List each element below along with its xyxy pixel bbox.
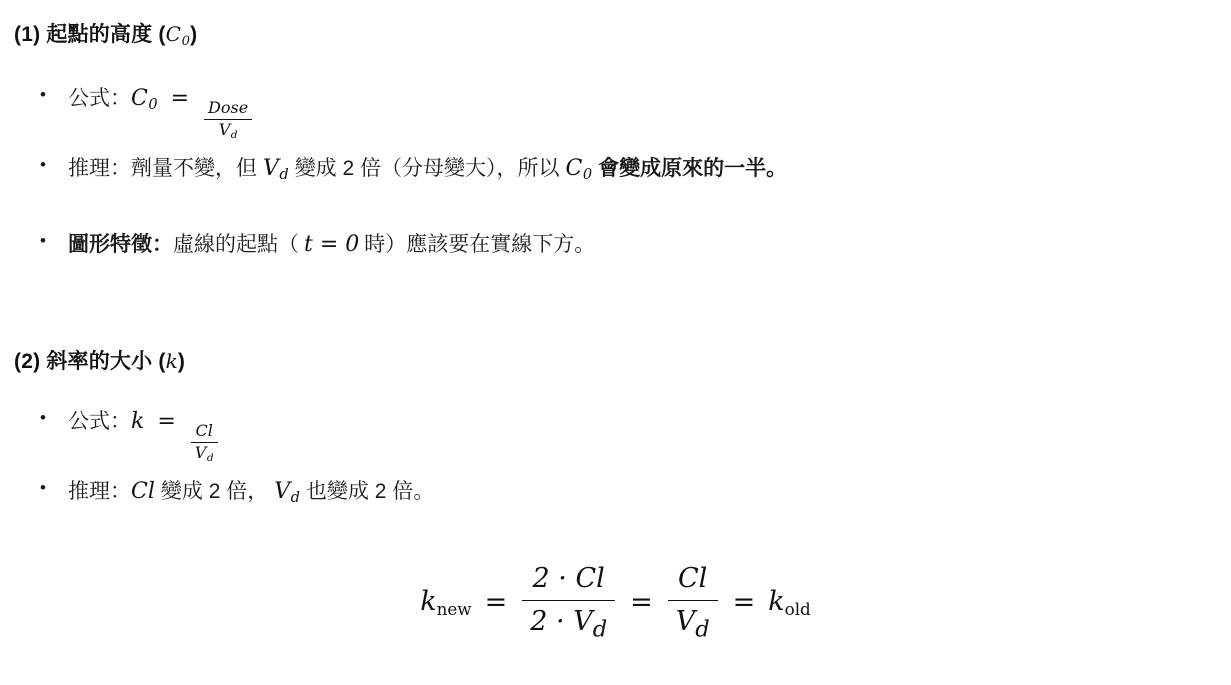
reasoning-text-a: 劑量不變，但 [131,157,257,180]
section-1-heading-paren-close: ) [190,23,198,46]
section-2-heading-prefix: (2) [14,350,41,373]
fraction-denominator: $2 \cdot V_d$ [530,605,608,643]
fraction-denominator: $V_d$ [218,120,238,142]
equals-sign: = [170,86,190,111]
fraction-numerator: Cl [678,563,708,594]
list-item [14,405,220,465]
list-item-body [68,152,787,187]
reasoning-text-b: 變成 2 倍（分母變大），所以 [294,157,560,180]
list-item-lead: 公式： [68,87,131,110]
fraction-dose-vd [204,99,252,141]
fraction-cl-vd [191,422,218,464]
list-item-body [68,228,595,261]
section-2-heading [14,345,185,375]
symbol-vd: $V_d$ [274,479,300,507]
equals-sign-1: = [484,587,508,619]
section-1-heading-prefix: (1) [14,23,41,46]
equals-sign-3: = [732,587,756,619]
fraction-numerator: Cl [195,421,213,441]
section-2-heading-symbol: k [165,349,178,373]
fraction-numerator: Dose [208,98,249,118]
reasoning2-text-a: 變成 2 倍， [160,480,269,503]
list-item [14,82,254,142]
fraction-denominator: $V_d$ [194,443,214,465]
graph-feature-text-b: 時）應該要在實線下方。 [364,233,596,256]
symbol-cl: Cl [131,479,155,504]
fraction-numerator: 2 · Cl [532,563,605,594]
bullet-dot-icon: • [40,231,46,250]
display-equation-row [420,560,811,645]
formula-k-symbol: k [131,409,145,434]
reasoning-text-c: 會變成原來的一半。 [598,157,788,180]
equation-rhs: kold [768,586,811,620]
list-item [14,152,787,187]
list-item [14,228,595,261]
list-item-lead: 公式： [68,410,131,433]
fraction-denominator: $V_d$ [675,605,710,643]
list-item-lead: 推理： [68,157,131,180]
equals-sign: = [157,409,176,434]
fraction-cl-over-vd [668,560,718,645]
bullet-dot-icon: • [40,408,46,427]
section-2-heading-text: 斜率的大小 [46,350,153,373]
symbol-vd: $V_d$ [263,156,289,184]
section-1-heading [14,18,197,49]
list-item-body [68,405,220,465]
symbol-c0: $C_0$ [565,156,593,184]
list-item-body [68,475,434,510]
equation-lhs: knew [420,586,472,620]
bullet-dot-icon: • [40,85,46,104]
fraction-2cl-over-2vd [522,560,615,645]
section-1-heading-paren-open: ( [158,23,166,46]
section-2-heading-paren-open: ( [158,350,166,373]
list-item-lead: 推理： [68,480,131,503]
list-item-body [68,82,254,142]
section-1-heading-symbol: $C_0$ [165,22,191,49]
bullet-dot-icon: • [40,478,46,497]
formula-c0-symbol: $C_0$ [131,86,158,114]
display-equation [0,560,1231,645]
fraction-bar [668,600,718,601]
list-item-lead: 圖形特徵： [68,233,173,256]
formula-k [131,405,220,465]
section-2-heading-paren-close: ) [177,350,186,373]
formula-c0 [131,82,254,142]
fraction-bar [522,600,615,601]
symbol-t-equals-zero: t = 0 [304,232,360,257]
graph-feature-text-a: 虛線的起點（ [173,233,299,256]
list-item [14,475,434,510]
section-1-heading-text: 起點的高度 [46,23,153,46]
equals-sign-2: = [630,587,653,619]
bullet-dot-icon: • [40,155,46,174]
reasoning2-text-b: 也變成 2 倍。 [305,480,435,503]
